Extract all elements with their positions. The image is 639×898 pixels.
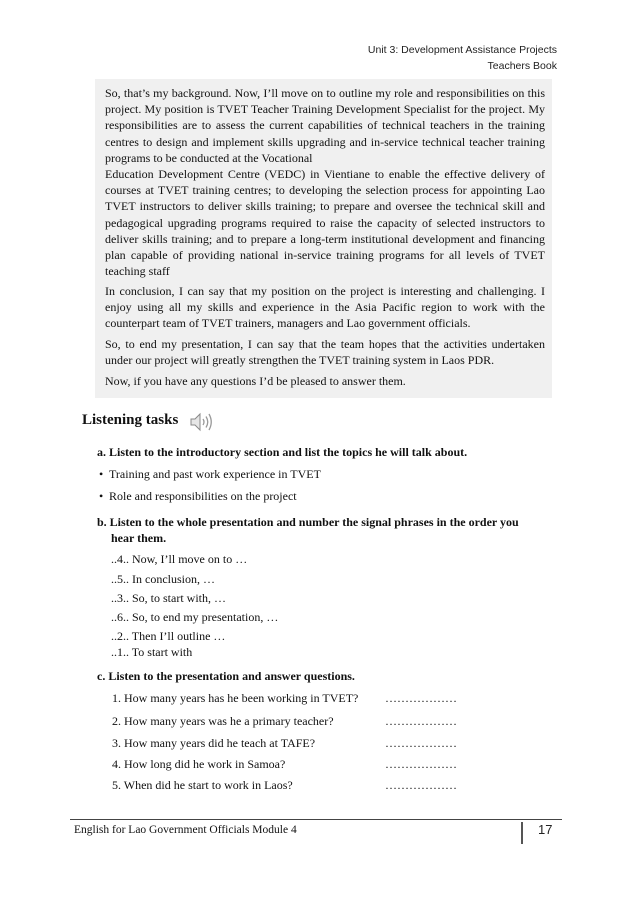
bullet-icon: •	[99, 489, 104, 503]
transcript-paragraph-3: In conclusion, I can say that my position on the project is interesting and challenging. I enjoy using all my skills and experience in the Asia Pacific region to work with the counterpart team of TVET trainers, managers and Lao government officials.	[105, 284, 545, 331]
footer-title: English for Lao Government Officials Module 4	[74, 824, 297, 836]
task-a-question: a. Listen to the introductory section and list the topics he will talk about.	[97, 445, 468, 459]
task-b-question-cont: hear them.	[111, 531, 167, 545]
task-b-phrase: ..2.. Then I’ll outline …	[111, 629, 226, 643]
task-c-question-item: 4. How long did he work in Samoa?	[112, 757, 286, 771]
task-a-item-2	[99, 488, 297, 504]
bullet-icon: •	[99, 467, 104, 481]
task-b-phrase: ..4.. Now, I’ll move on to …	[111, 552, 248, 566]
transcript-paragraph-4: So, to end my presentation, I can say that the team hopes that the activities undertaken under our project will greatly strengthen the TVET training system in Laos PDR.	[105, 337, 545, 368]
speaker-icon[interactable]	[189, 411, 213, 433]
page-number: 17	[538, 822, 553, 837]
task-a-item-text: Role and responsibilities on the project	[109, 489, 297, 503]
task-c-question-item: 5. When did he start to work in Laos?	[112, 778, 293, 792]
listening-tasks-heading: Listening tasks	[82, 412, 179, 428]
task-a-item-1	[99, 466, 321, 482]
answer-blank[interactable]: ………………	[385, 778, 457, 792]
task-c-question: c. Listen to the presentation and answer questions.	[97, 669, 355, 683]
task-b-phrase: ..6.. So, to end my presentation, …	[111, 610, 279, 624]
footer-separator	[521, 822, 523, 844]
transcript-paragraph-2: Education Development Centre (VEDC) in Vientiane to enable the effective delivery of courses at TVET training centres; to developing the selection process for appointing Lao TVET instructors to deliver skills training; to prepare and oversee the technical skill and pedagogical upgrading programs required to raise the capacity of selected instructors to deliver skills training; and to prepare a long-term institutional development and financing plan capable of providing national in-service training programs for all levels of TVET teaching staff	[105, 167, 545, 279]
answer-blank[interactable]: ………………	[385, 757, 457, 771]
task-c-question-item: 3. How many years did he teach at TAFE?	[112, 736, 316, 750]
task-c-question-item: 2. How many years was he a primary teacher?	[112, 714, 334, 728]
transcript-paragraph-1: So, that’s my background. Now, I’ll move on to outline my role and responsibilities on this project. My position is TVET Teacher Training Development Specialist for the project. My responsibilities are to assess the current capabilities of technical teachers in the training centres to design and implement skills upgrading and in-service technical teacher training programs to be conducted at the Vocational	[105, 86, 545, 165]
transcript-paragraph-5: Now, if you have any questions I’d be pleased to answer them.	[105, 374, 406, 388]
footer-rule	[70, 819, 562, 820]
task-b-question: b. Listen to the whole presentation and number the signal phrases in the order you	[97, 515, 519, 529]
task-b-phrase: ..1.. To start with	[111, 645, 193, 659]
task-b-phrase: ..5.. In conclusion, …	[111, 572, 215, 586]
running-head-unit: Unit 3: Development Assistance Projects	[367, 44, 557, 56]
answer-blank[interactable]: ………………	[385, 736, 457, 750]
task-c-question-item: 1. How many years has he been working in TVET?	[112, 691, 359, 705]
answer-blank[interactable]: ………………	[385, 691, 457, 705]
task-a-item-text: Training and past work experience in TVET	[109, 467, 321, 481]
task-b-phrase: ..3.. So, to start with, …	[111, 591, 227, 605]
running-head-book: Teachers Book	[487, 60, 557, 72]
running-head	[368, 42, 557, 74]
transcript-box	[95, 79, 552, 398]
answer-blank[interactable]: ………………	[385, 714, 457, 728]
